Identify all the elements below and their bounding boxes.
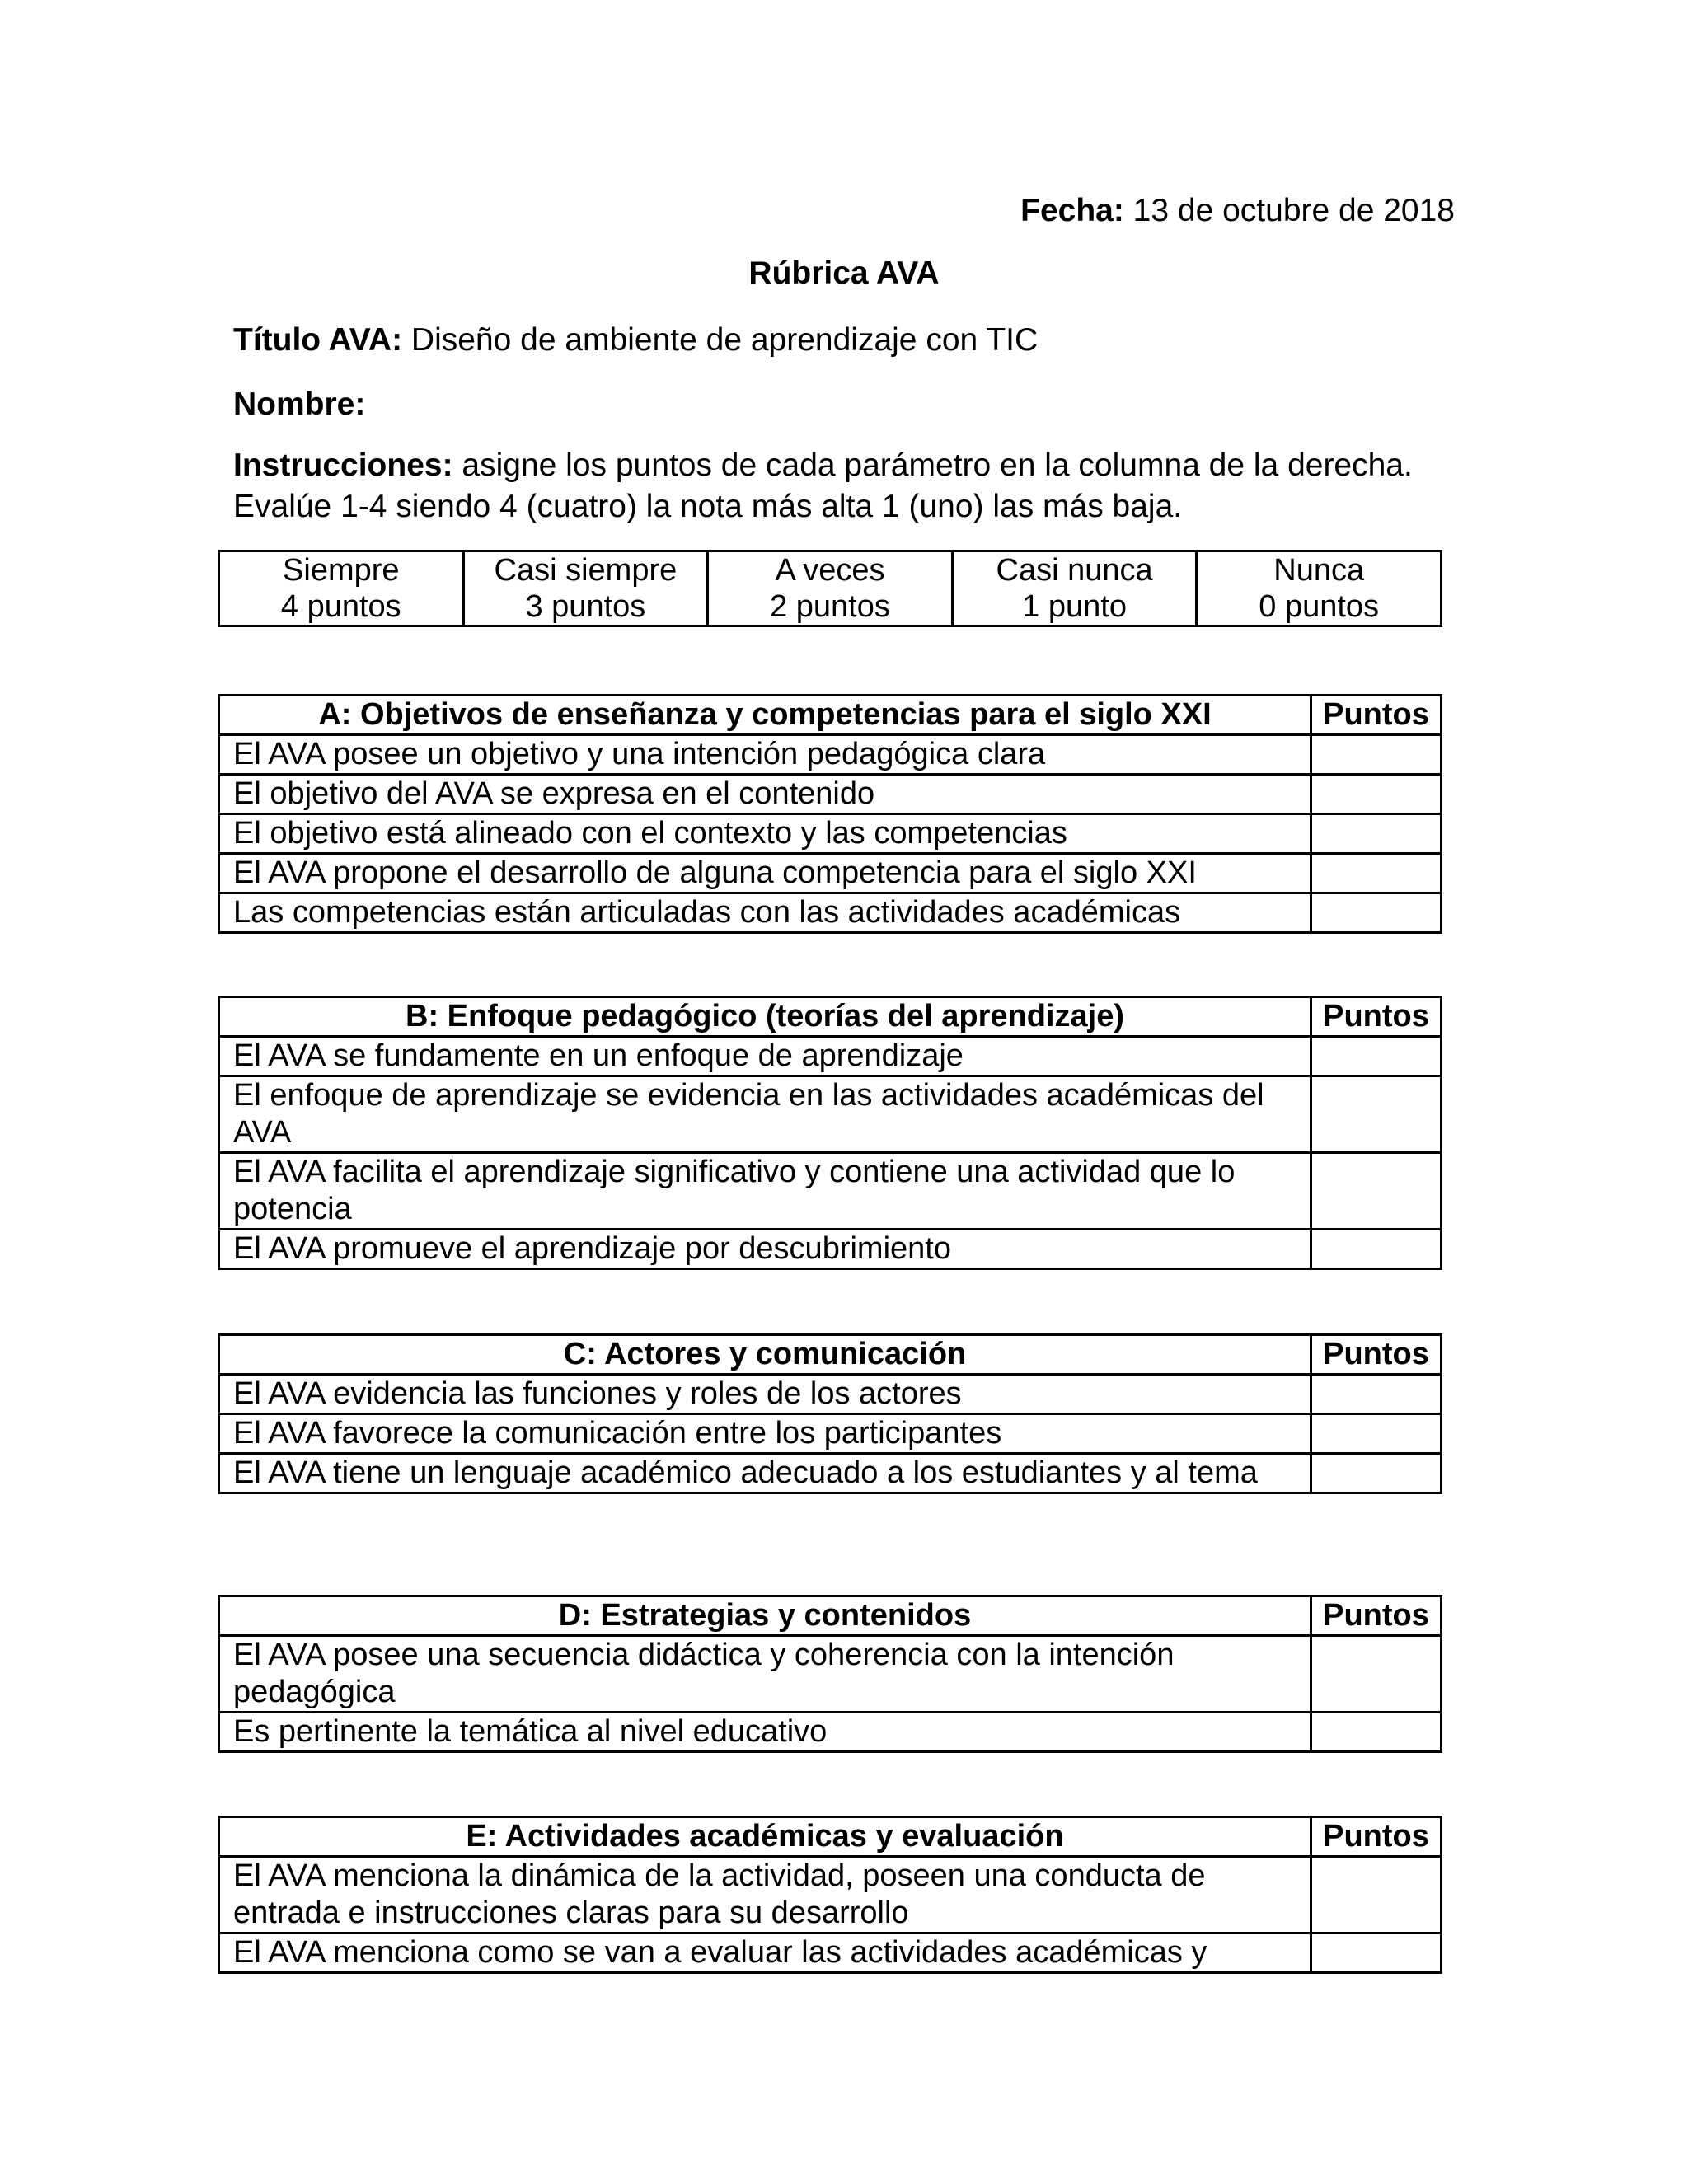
ava-title-line [233, 321, 1038, 360]
points-cell[interactable] [1311, 1454, 1442, 1493]
criterion-text: Es pertinente la temática al nivel educativo [219, 1713, 1311, 1752]
table-row [219, 1636, 1442, 1713]
criterion-text: El AVA tiene un lenguaje académico adecuado a los estudiantes y al tema [219, 1454, 1311, 1493]
scale-cell-casi-siempre: Casi siempre 3 puntos [463, 551, 708, 626]
date-label: Fecha: [1020, 193, 1124, 228]
date-value: 13 de octubre de 2018 [1132, 193, 1455, 228]
section-a-table [218, 694, 1442, 934]
criterion-text: El objetivo del AVA se expresa en el contenido [219, 775, 1311, 814]
points-cell[interactable] [1311, 814, 1442, 854]
points-cell[interactable] [1311, 1933, 1442, 1973]
points-cell[interactable] [1311, 1037, 1442, 1076]
table-row [219, 1375, 1442, 1414]
criterion-text: El AVA menciona como se van a evaluar las actividades académicas y [219, 1933, 1311, 1973]
scale-cell-nunca: Nunca 0 puntos [1197, 551, 1442, 626]
criterion-text: El AVA posee un objetivo y una intención pedagógica clara [219, 735, 1311, 775]
criterion-text: El AVA propone el desarrollo de alguna competencia para el siglo XXI [219, 854, 1311, 893]
table-row [219, 1713, 1442, 1752]
section-c-title: C: Actores y comunicación [219, 1335, 1311, 1375]
points-cell[interactable] [1311, 1636, 1442, 1713]
table-row [219, 1076, 1442, 1153]
table-row [219, 735, 1442, 775]
points-cell[interactable] [1311, 1857, 1442, 1933]
points-cell[interactable] [1311, 775, 1442, 814]
section-b-points-header: Puntos [1311, 997, 1442, 1037]
scale-table [218, 550, 1442, 627]
points-cell[interactable] [1311, 735, 1442, 775]
points-cell[interactable] [1311, 1230, 1442, 1269]
criterion-text: Las competencias están articuladas con las actividades académicas [219, 893, 1311, 933]
table-row [219, 1153, 1442, 1230]
scale-cell-siempre: Siempre 4 puntos [219, 551, 464, 626]
section-e-title: E: Actividades académicas y evaluación [219, 1817, 1311, 1857]
instructions [233, 445, 1461, 527]
scale-cell-a-veces: A veces 2 puntos [708, 551, 953, 626]
criterion-text: El AVA promueve el aprendizaje por descubrimiento [219, 1230, 1311, 1269]
section-c-table [218, 1333, 1442, 1494]
points-cell[interactable] [1311, 893, 1442, 933]
criterion-text: El objetivo está alineado con el contexto y las competencias [219, 814, 1311, 854]
points-cell[interactable] [1311, 1414, 1442, 1454]
section-c-points-header: Puntos [1311, 1335, 1442, 1375]
table-row [219, 893, 1442, 933]
section-d-title: D: Estrategias y contenidos [219, 1596, 1311, 1636]
scale-row [219, 551, 1442, 626]
points-cell[interactable] [1311, 1076, 1442, 1153]
table-row [219, 775, 1442, 814]
table-row [219, 1037, 1442, 1076]
ava-title-value: Diseño de ambiente de aprendizaje con TIC [410, 322, 1039, 358]
criterion-text: El AVA favorece la comunicación entre los participantes [219, 1414, 1311, 1454]
section-a-title: A: Objetivos de enseñanza y competencias para el siglo XXI [219, 696, 1311, 735]
document-title: Rúbrica AVA [748, 255, 940, 291]
points-cell[interactable] [1311, 1713, 1442, 1752]
section-d-table [218, 1595, 1442, 1753]
criterion-text: El enfoque de aprendizaje se evidencia en las actividades académicas del AVA [219, 1076, 1311, 1153]
table-row [219, 814, 1442, 854]
section-a-points-header: Puntos [1311, 696, 1442, 735]
table-row [219, 1414, 1442, 1454]
table-row [219, 1857, 1442, 1933]
section-b-table [218, 996, 1442, 1270]
section-b-title: B: Enfoque pedagógico (teorías del aprendizaje) [219, 997, 1311, 1037]
section-e-table [218, 1816, 1442, 1974]
date-line [1020, 191, 1455, 231]
criterion-text: El AVA evidencia las funciones y roles de los actores [219, 1375, 1311, 1414]
name-label: Nombre: [233, 387, 366, 422]
table-row [219, 854, 1442, 893]
table-row [219, 1454, 1442, 1493]
points-cell[interactable] [1311, 1375, 1442, 1414]
points-cell[interactable] [1311, 854, 1442, 893]
instructions-text: asigne los puntos de cada parámetro en la columna de la derecha. Evalúe 1-4 siendo 4 (cuatro) la nota más alta 1 (uno) las más baja. [233, 448, 1413, 524]
points-cell[interactable] [1311, 1153, 1442, 1230]
section-e-points-header: Puntos [1311, 1817, 1442, 1857]
criterion-text: El AVA posee una secuencia didáctica y coherencia con la intención pedagógica [219, 1636, 1311, 1713]
section-d-points-header: Puntos [1311, 1596, 1442, 1636]
scale-cell-casi-nunca: Casi nunca 1 punto [952, 551, 1197, 626]
table-row [219, 1933, 1442, 1973]
table-row [219, 1230, 1442, 1269]
ava-title-label: Título AVA: [233, 322, 403, 358]
criterion-text: El AVA se fundamente en un enfoque de aprendizaje [219, 1037, 1311, 1076]
name-line [233, 385, 365, 424]
instructions-label: Instrucciones: [233, 448, 453, 483]
criterion-text: El AVA menciona la dinámica de la actividad, poseen una conducta de entrada e instrucciones claras para su desarrollo [219, 1857, 1311, 1933]
criterion-text: El AVA facilita el aprendizaje significativo y contiene una actividad que lo potencia [219, 1153, 1311, 1230]
